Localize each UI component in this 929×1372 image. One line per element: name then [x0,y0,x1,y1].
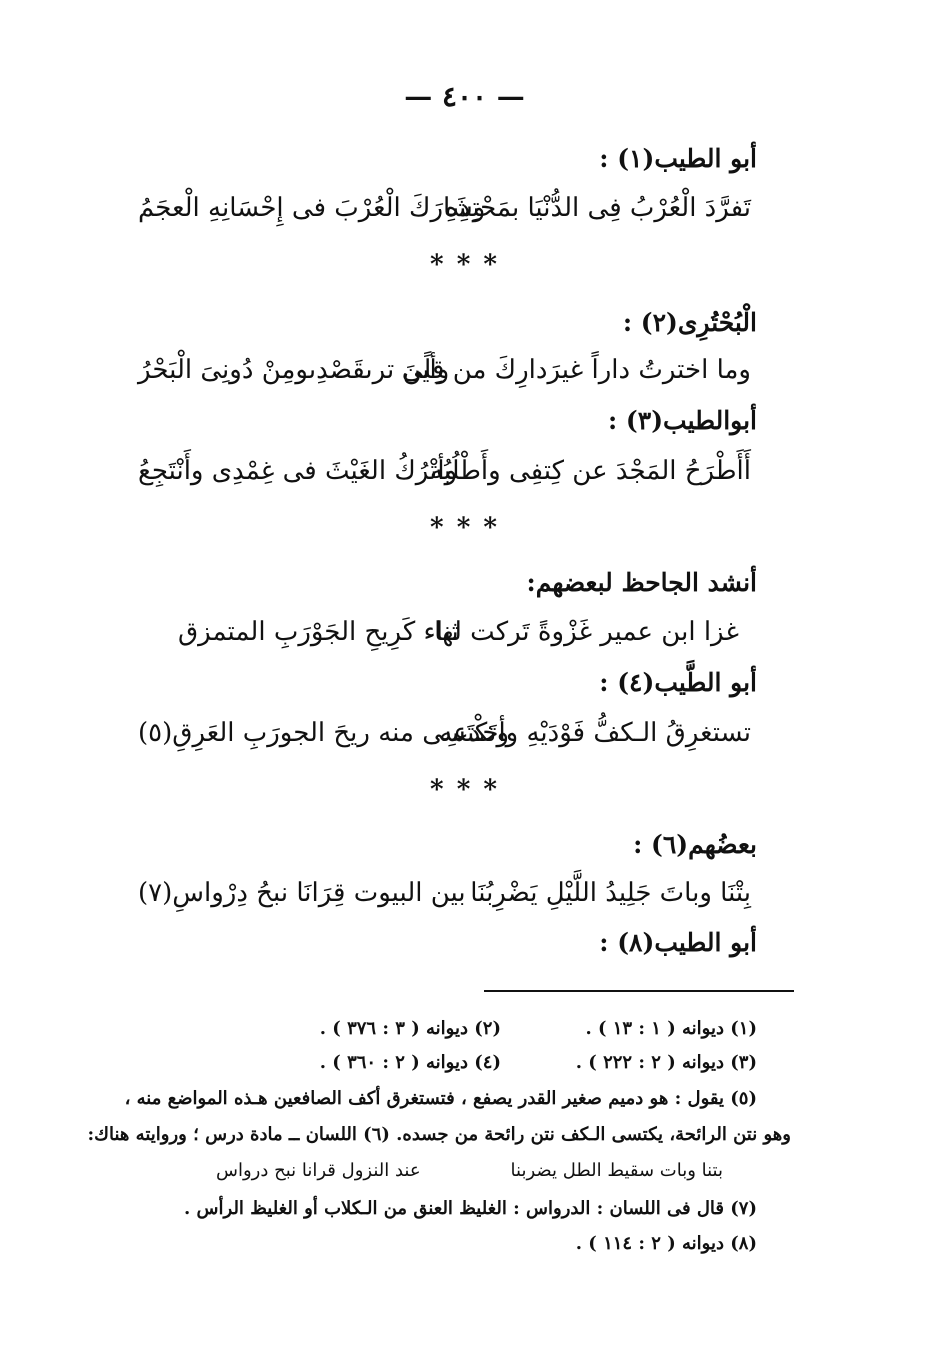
section-separator: * * * [430,513,499,543]
footnote-verse-right: بتنا وبات سقيط الطل يضربنا [510,1160,723,1181]
poet-heading: أبو الطَّيب(٤) : [599,668,757,697]
verse-hemistich-right: تَفرَّدَ الْعُرْبُ فِى الدُّنْيَا بمَحْتِدِهِ [445,193,751,223]
footnote-rule [484,990,794,992]
verse-hemistich-left: ثناء كَرِيحِ الجَوْرَبِ المتمزق [178,617,459,647]
verse-hemistich-right: تستغرِقُ الـكفُّ فَوْدَيْهِ وأخدعه [439,718,751,748]
footnote: وهو نتن الرائحة، يكتسى الـكف نتن رائحة من جسده. (٦) اللسان ــ مادة درس ؛ وروايته هناك: [87,1124,791,1145]
footnote: (٣) ديوانه ( ٢ : ٢٢٢ ) . [575,1052,757,1073]
verse-hemistich-left: بين البيوت قِرَانَا نبحُ دِرْواسِ(٧) [138,878,466,908]
verse-hemistich-left: وشَارَكَ الْعُرْبَ فى إِحْسَانِهِ الْعجَمُ [138,193,486,223]
footnote: (٤) ديوانه ( ٢ : ٣٦٠ ) . [319,1052,501,1073]
verse-hemistich-right: بِتْنَا وباتَ جَلِيدُ اللَّيْلِ يَضْرِبُنَا [470,878,751,908]
poet-heading: بعضُهم(٦) : [633,830,757,859]
footnote: (٥) يقول : هو دميم صغير القدر يصفع ، فتستغرق أكف الصافعين هـذه المواضع منه ، [124,1088,757,1109]
section-separator: * * * [430,775,499,805]
verse-hemistich-left: وأتْرُكُ الغَيْثَ فى غِمْدِى وأَنْتَجِعُ [138,456,458,486]
poet-heading: أبو الطيب(١) : [599,144,757,173]
footnote: (٨) ديوانه ( ٢ : ١١٤ ) . [575,1233,757,1254]
verse-hemistich-right: وما اخترتُ داراً غيرَدارِكَ من قِلًى [401,355,751,385]
poet-heading: الْبُحْتُرِى(٢) : [622,308,757,337]
footnote-verse-left: عند النزول قرانا نبح درواس [216,1160,421,1181]
footnote: (١) ديوانه ( ١ : ١٣ ) . [585,1018,757,1039]
section-separator: * * * [430,250,499,280]
poet-heading: أنشد الجاحظ لبعضهم: [526,568,757,597]
footnote: (٧) قال فى اللسان : الدرواس : الغليظ العنق من الـكلاب أو الغليظ الرأس . [184,1198,757,1219]
poet-heading: أبوالطيب(٣) : [607,406,757,435]
poet-heading: أبو الطيب(٨) : [599,928,757,957]
verse-hemistich-right: غزا ابن عمير غَزْوةً تَركت لها [434,617,739,647]
verse-hemistich-left: وتَكْتَسِى منه ريحَ الجورَبِ العَرِقِ(٥) [138,718,510,748]
footnote: (٢) ديوانه ( ٣ : ٣٧٦ ) . [319,1018,501,1039]
page-number: — ٤٠٠ — [404,80,525,113]
verse-hemistich-left: وأينَ ترىقَصْدِىومِنْ دُونِىَ الْبَحْرُ [138,355,450,385]
verse-hemistich-right: أَأَطْرَحُ المَجْدَ عن كِتفِى وأَطْلُبُه [429,456,751,486]
